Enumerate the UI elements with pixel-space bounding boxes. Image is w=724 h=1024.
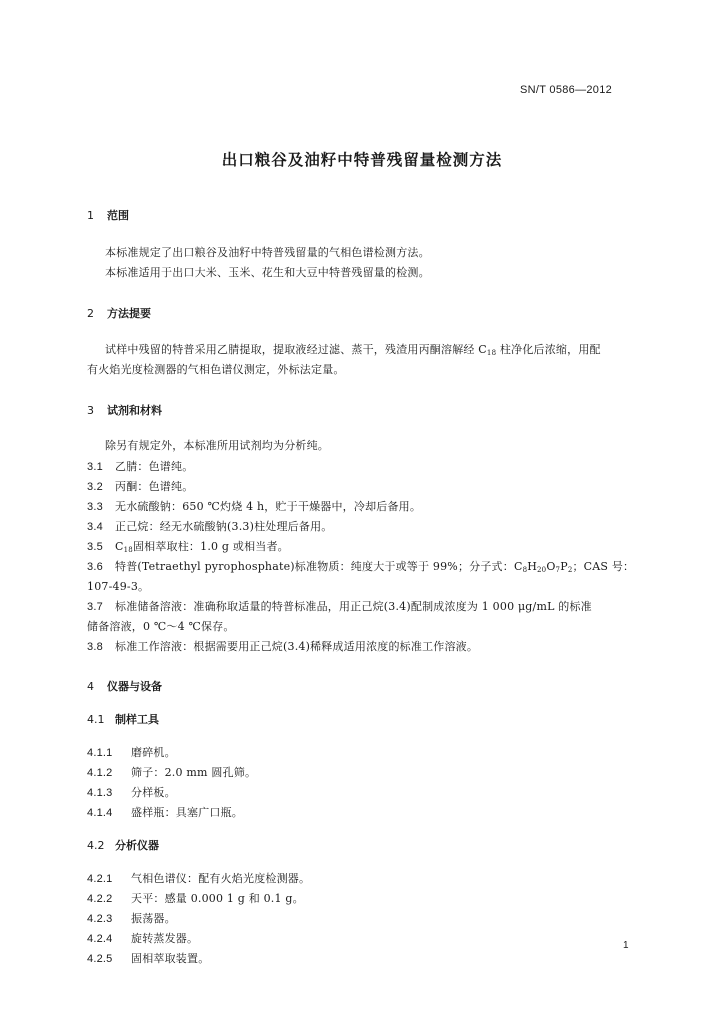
list-item-3-6: 3.6 特普(Tetraethyl pyrophosphate)标准物质：纯度大于或等于 99%；分子式：$C_8H_{20}O_7P_2$；CAS 号： — [87, 560, 635, 574]
list-item-3-5: 3.5 $C_{18}$固相萃取柱：1.0 g 或相当者。 — [87, 540, 289, 554]
document-title: 出口粮谷及油籽中特普残留量检测方法 — [221, 151, 503, 169]
list-item-4-1-2: 4.1.2 筛子：2.0 mm 圆孔筛。 — [87, 766, 257, 779]
list-item-4-2-4: 4.2.4 旋转蒸发器。 — [87, 932, 199, 945]
section-1-paragraph-2: 本标准适用于出口大米、玉米、花生和大豆中特普残留量的检测。 — [105, 266, 430, 279]
list-item-4-2-1: 4.2.1 气相色谱仪：配有火焰光度检测器。 — [87, 872, 311, 885]
document-code: SN/T 0586—2012 — [520, 84, 613, 96]
section-2-heading — [87, 305, 151, 321]
list-item-3-4: 3.4 正己烷：经无水硫酸钠(3.3)柱处理后备用。 — [87, 520, 333, 533]
page-number: 1 — [623, 940, 629, 951]
list-item-3-6-continued: 107-49-3。 — [87, 580, 150, 593]
list-item-3-7-continued: 储备溶液，0 ℃～4 ℃保存。 — [87, 620, 235, 633]
section-title: 方法提要 — [107, 307, 151, 320]
list-item-4-2-3: 4.2.3 振荡器。 — [87, 912, 176, 925]
section-number: 1 — [87, 209, 94, 222]
list-item-3-8: 3.8 标准工作溶液：根据需要用正己烷(3.4)稀释成适用浓度的标准工作溶液。 — [87, 640, 479, 653]
list-item-3-1: 3.1 乙腈：色谱纯。 — [87, 460, 194, 473]
section-number: 3 — [87, 404, 94, 417]
section-title: 试剂和材料 — [107, 404, 162, 417]
section-1-paragraph-1: 本标准规定了出口粮谷及油籽中特普残留量的气相色谱检测方法。 — [105, 246, 430, 259]
section-3-heading — [87, 402, 162, 418]
section-2-paragraph-line-1: 试样中残留的特普采用乙腈提取，提取液经过滤、蒸干，残渣用丙酮溶解经 $C_{18}$ 柱净化后浓缩，用配 — [105, 343, 601, 357]
list-item-3-2: 3.2 丙酮：色谱纯。 — [87, 480, 194, 493]
section-2-paragraph-line-2: 有火焰光度检测器的气相色谱仪测定，外标法定量。 — [87, 363, 345, 376]
section-4-heading — [87, 678, 162, 694]
list-item-4-1-4: 4.1.4 盛样瓶：具塞广口瓶。 — [87, 806, 243, 819]
section-1-heading — [87, 207, 129, 223]
list-item-3-7: 3.7 标准储备溶液：准确称取适量的特普标准品，用正己烷(3.4)配制成浓度为 1 000 μg/mL 的标准 — [87, 600, 592, 613]
subsection-4-2-heading: 4.2 分析仪器 — [87, 839, 159, 852]
list-item-4-2-2: 4.2.2 天平：感量 0.000 1 g 和 0.1 g。 — [87, 892, 304, 905]
list-item-4-1-3: 4.1.3 分样板。 — [87, 786, 176, 799]
list-item-3-3: 3.3 无水硫酸钠：650 ℃灼烧 4 h，贮于干燥器中，冷却后备用。 — [87, 500, 422, 513]
section-title: 范围 — [107, 209, 129, 222]
section-number: 2 — [87, 307, 94, 320]
section-title: 仪器与设备 — [107, 680, 162, 693]
subsection-4-1-heading: 4.1 制样工具 — [87, 713, 159, 726]
section-3-intro: 除另有规定外，本标准所用试剂均为分析纯。 — [105, 439, 329, 452]
section-number: 4 — [87, 680, 94, 693]
list-item-4-2-5: 4.2.5 固相萃取装置。 — [87, 952, 210, 965]
list-item-4-1-1: 4.1.1 磨碎机。 — [87, 746, 176, 759]
